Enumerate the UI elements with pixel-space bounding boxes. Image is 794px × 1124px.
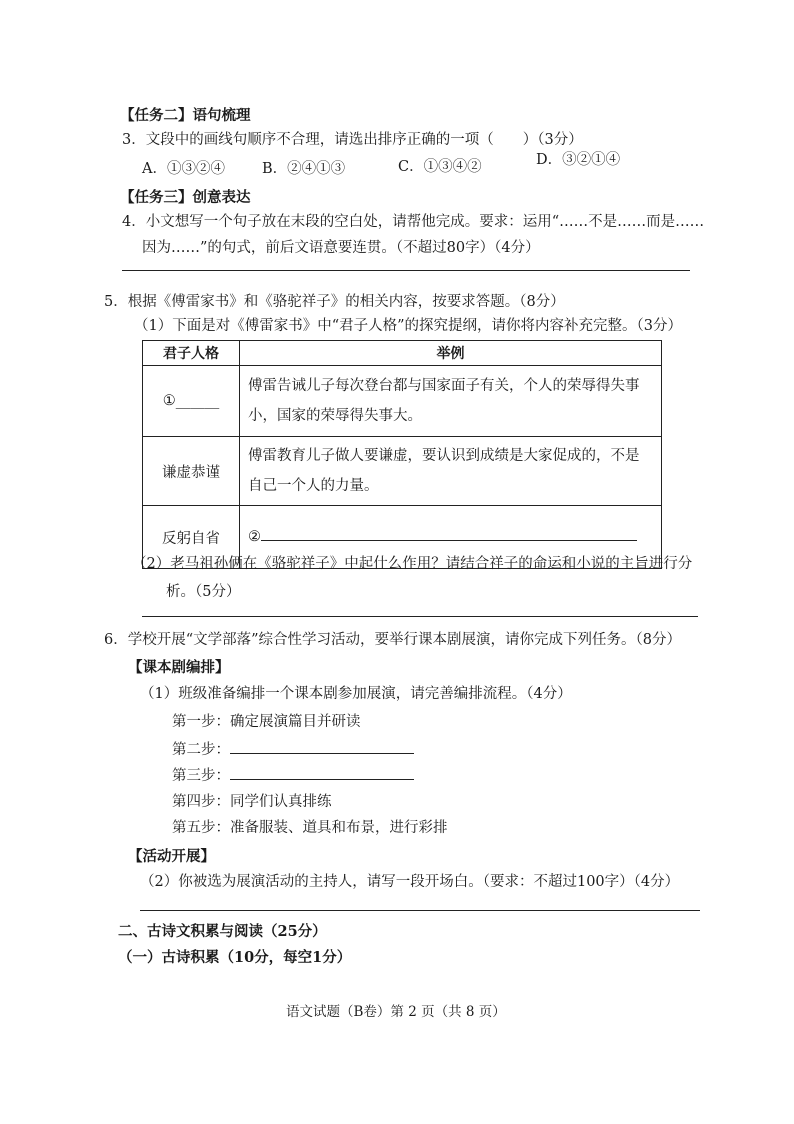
step-2 [172,738,414,759]
q4-answer-line [122,270,690,271]
q6-sub1: （1）班级准备编排一个课本剧参加展演，请完善编排流程。（4分） [140,686,572,702]
q4-line2: 因为……”的句式，前后文语意要连贯。（不超过80字）（4分） [142,240,540,256]
part2-heading: 二、古诗文积累与阅读（25分） [118,923,327,940]
q6-stem: 6．学校开展“文学部落”综合性学习活动，要举行课本剧展演，请你完成下列任务。（8分） [104,632,682,648]
q6-sub2: （2）你被选为展演活动的主持人，请写一段开场白。（要求：不超过100字）（4分） [140,874,680,890]
blank-marker: ② [248,529,261,545]
q3-option-a: A．①③②④ [142,161,225,177]
step-5: 第五步：准备服装、道具和布景，进行彩排 [172,820,448,836]
step-1: 第一步：确定展演篇目并研读 [172,714,361,730]
step-2-label: 第二步： [172,742,230,758]
table-header-example: 举例 [240,341,662,366]
task3-heading: 【任务三】创意表达 [120,189,251,206]
step-3-label: 第三步： [172,768,230,784]
q3-option-c: C．①③④② [398,159,482,175]
page-footer: 语文试题（B卷）第 2 页（共 8 页） [286,1004,506,1020]
table-cell-example: 傅雷告诫儿子每次登台都与国家面子有关，个人的荣辱得失事小，国家的荣辱得失事大。 [240,366,662,437]
table-header-trait: 君子人格 [143,341,240,366]
table-cell-trait: 反躬自省 [143,506,240,569]
answer-blank [230,753,414,754]
q5-stem: 5．根据《傅雷家书》和《骆驼祥子》的相关内容，按要求答题。（8分） [104,294,565,310]
q5-sub2-line2: 析。（5分） [166,584,241,600]
q4-line1: 4．小文想写一个句子放在末段的空白处，请帮他完成。要求：运用“……不是……而是…… [122,214,705,230]
answer-blank [230,779,414,780]
q5-answer-line [142,616,698,617]
table-cell-trait-blank: ①______ [143,366,240,437]
part2-subheading: （一）古诗积累（10分，每空1分） [118,949,352,966]
q5-sub2-line1: （2）老马祖孙俩在《骆驼祥子》中起什么作用？请结合祥子的命运和小说的主旨进行分 [132,556,693,572]
q6-answer-line [140,910,700,911]
task2-heading: 【任务二】语句梳理 [120,107,251,124]
table-cell-trait: 谦虚恭谨 [143,437,240,506]
q6-section1-heading: 【课本剧编排】 [128,659,230,676]
table-cell-example: 傅雷教育儿子做人要谦虚，要认识到成绩是大家促成的，不是自己一个人的力量。 [240,437,662,506]
step-4: 第四步：同学们认真排练 [172,794,332,810]
q5-sub1: （1）下面是对《傅雷家书》中“君子人格”的探究提纲，请你将内容补充完整。（3分） [134,318,683,334]
answer-blank [261,540,637,541]
step-3 [172,764,414,785]
q5-outline-table [142,340,662,569]
table-row [143,437,662,506]
q3-option-d: D．③②①④ [536,152,621,168]
q3-option-b: B．②④①③ [262,161,346,177]
table-row [143,366,662,437]
q6-section2-heading: 【活动开展】 [128,848,215,865]
q3-stem: 3．文段中的画线句顺序不合理，请选出排序正确的一项（ ）（3分） [122,132,583,148]
